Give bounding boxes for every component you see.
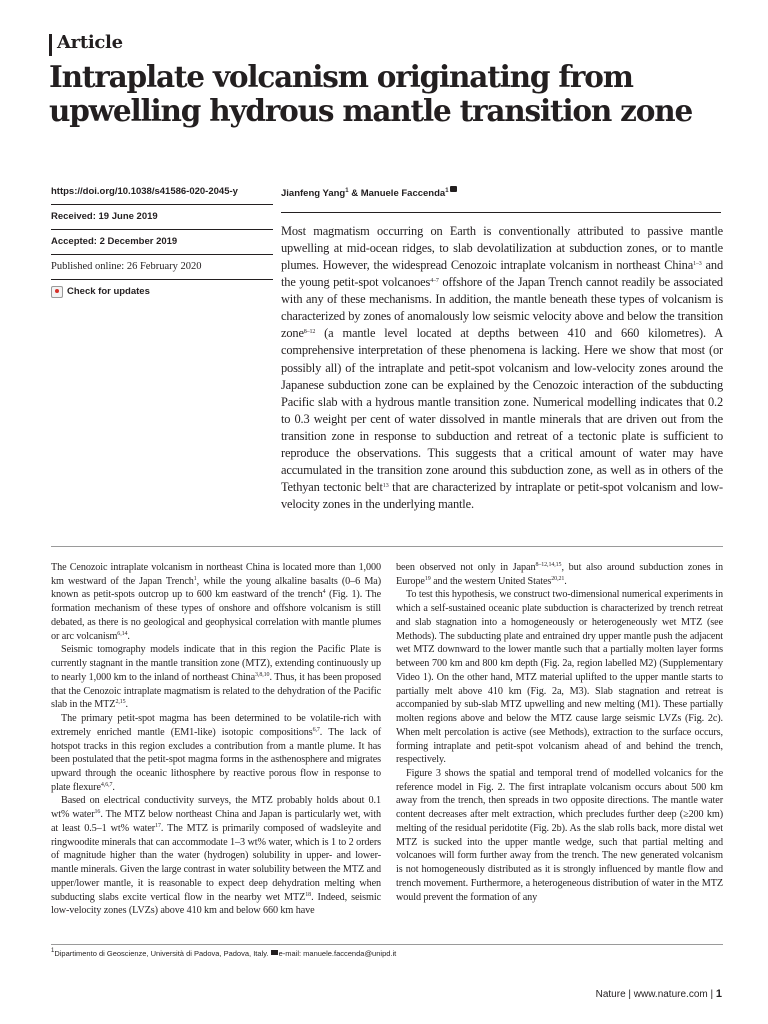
citation[interactable]: 2,15 bbox=[115, 699, 126, 706]
doi-link[interactable]: https://doi.org/10.1038/s41586-020-2045-y bbox=[51, 186, 273, 205]
citation[interactable]: 4 bbox=[322, 589, 326, 596]
article-label-bar bbox=[49, 34, 52, 56]
citation[interactable]: 4,6,7 bbox=[100, 781, 113, 788]
email-icon bbox=[450, 186, 457, 192]
citation[interactable]: 6,7 bbox=[312, 726, 320, 733]
affiliation-footnote bbox=[51, 949, 396, 959]
citation[interactable]: 3,8,10 bbox=[255, 671, 270, 678]
check-updates-button[interactable] bbox=[51, 286, 273, 304]
citation[interactable]: 8–12 bbox=[303, 329, 316, 336]
email-link[interactable]: e-mail: manuele.faccenda@unipd.it bbox=[278, 949, 397, 958]
abstract-divider bbox=[51, 546, 723, 547]
citation[interactable]: 16 bbox=[94, 809, 101, 816]
author-list bbox=[281, 186, 457, 200]
mail-icon bbox=[271, 950, 278, 955]
citation[interactable]: 13 bbox=[382, 482, 389, 489]
body-paragraph: Seismic tomography models indicate that in this region the Pacific Plate is currently stagnant in the mantle transition zone (MTZ), extending continuously up to nearly 1,000 km to the inland of northeast China$^{3,8,10}$. Thus, it has been proposed that the Cenozoic intraplate magmatism is related to the dehydration of the Pacific slab in the MTZ$^{2,15}$. bbox=[51, 644, 381, 711]
body-paragraph: The Cenozoic intraplate volcanism in northeast China is located more than 1,000 km westward of the Japan Trench$^1$, while the young alkaline basalts (0–6 Ma) known as petit-spots outcrop up to 600 km eastward of the trench$^4$ (Fig. 1). The formation mechanism of these types of onshore and offshore volcanism is still debated, as there is no geological and geophysical correlation with mantle plumes or arc volcanism$^{6,14}$. bbox=[51, 562, 381, 642]
section-label: Article bbox=[57, 32, 123, 53]
citation[interactable]: 6,14 bbox=[117, 630, 128, 637]
crossmark-icon bbox=[51, 286, 63, 298]
journal-site-link[interactable]: www.nature.com bbox=[633, 989, 708, 1000]
body-paragraph: To test this hypothesis, we construct two-dimensional numerical experiments in which a self-sustained oceanic plate subduction is characterized by trench retreat and slab stagnation into a homogeneously or heterogeneously wet MTZ (see Methods). The subducting plate and entrained dry upper mantle push the adjacent wet MTZ downward to the lower mantle such that a partially molten layer forms between 700 km and 800 km depth (Fig. 2a, region labelled M2) (Supplementary Video 1). On the other hand, MTZ material uplifted to the upper mantle starts to partially melt above 410 km (Fig. 2a, M3). Slab stagnation and retreat is accompanied by sub-slab MTZ upwelling and new melting (M1). These partially molten regions above and below the MTZ cause large seismic LVZs (Fig. 2c). When melt percolation is active (see Methods), extraction to the surface occurs, forming intraplate and petit-spot volcanism ahead of and behind the trench, respectively. bbox=[396, 589, 723, 766]
citation[interactable]: 8–12,14,15 bbox=[535, 562, 562, 568]
body-paragraph: been observed not only in Japan$^{8-12,14,15}$, but also around subduction zones in Europe$^{19}$ and the western United States$^{20,21}$. bbox=[396, 562, 724, 587]
article-meta bbox=[51, 186, 273, 310]
author-2-affiliation: 1 bbox=[445, 188, 449, 194]
journal-name: Nature bbox=[595, 989, 626, 1000]
footnote-marker: 1 bbox=[51, 948, 55, 954]
citation[interactable]: 17 bbox=[155, 822, 161, 829]
author-1-affiliation: 1 bbox=[345, 188, 349, 194]
citation[interactable]: 1 bbox=[193, 575, 197, 582]
author-1[interactable]: Jianfeng Yang bbox=[281, 188, 346, 199]
page-number: 1 bbox=[715, 988, 722, 1000]
citation[interactable]: 20,21 bbox=[551, 575, 565, 582]
body-paragraph: Based on electrical conductivity surveys, the MTZ probably holds about 0.1 wt% water$^{16}$. The MTZ below northeast China and Japan is particularly wet, with at least 0.5–1 wt% water$^{17}$. The MTZ is primarily composed of wadsleyite and ringwoodite minerals that can accommodate 1–3 wt% water, which is 1 to 2 orders of magnitude higher than the water (hydrogen) solubility in upper- and lower-mantle minerals. Given the large contrast in water solubility between the MTZ and upper/lower mantle, it is reasonable to expect deep dehydration melting when subducting slabs excite vertical flow in the nearby wet MTZ$^{18}$. Indeed, seismic low-velocity zones (LVZs) above 410 km and below 660 km have bbox=[51, 795, 382, 917]
header-divider bbox=[281, 212, 721, 213]
check-updates-label: Check for updates bbox=[67, 286, 150, 297]
body-paragraph: The primary petit-spot magma has been determined to be volatile-rich with extremely enriched mantle (EM1-like) isotopic compositions$^{6,7}$. The lack of hotspot tracks in this region excludes a contribution from a mantle plume. It has been postulated that the petit-spot magma forms in the asthenosphere and migrates upward through the oceanic lithosphere by reactive porous flow in response to plate flexure$^{4,6,7}$. bbox=[51, 713, 381, 793]
affiliation-text: Dipartimento di Geoscienze, Università di Padova, Padova, Italy. bbox=[54, 949, 271, 958]
citation[interactable]: 4–7 bbox=[430, 278, 439, 285]
author-2[interactable]: & Manuele Faccenda bbox=[348, 188, 446, 199]
body-column-right bbox=[396, 561, 723, 904]
citation[interactable]: 1–3 bbox=[693, 261, 702, 268]
accepted-date: Accepted: 2 December 2019 bbox=[51, 236, 273, 255]
body-paragraph: Figure 3 shows the spatial and temporal trend of modelled volcanics for the reference model in Fig. 2. The first intraplate volcanism occurs about 500 km away from the trench, then spreads in two opposite directions. The mantle water content decreases after melt extraction, which precludes further deep (≥200 km) melting of the residual peridotite (Fig. 2b). As the slab rolls back, more distal wet MTZ is sucked into the upper mantle wedge, such that partial melting and volcanoes will form further away from the trench. The new generated volcanism is not homogeneously distributed as it is strongly influenced by mantle flow and trench movement. Furthermore, a heterogeneous distribution of water in the MTZ would prevent the formation of any bbox=[396, 768, 723, 903]
citation[interactable]: 19 bbox=[424, 575, 431, 582]
received-date: Received: 19 June 2019 bbox=[51, 211, 273, 230]
published-date: Published online: 26 February 2020 bbox=[51, 261, 273, 280]
citation[interactable]: 18 bbox=[305, 891, 312, 898]
footnote-divider bbox=[51, 944, 723, 945]
page-footer: Nature | www.nature.com | 1 bbox=[595, 988, 722, 1000]
page-title: Intraplate volcanism originating from upwelling hydrous mantle transition zone bbox=[49, 59, 693, 128]
body-column-left bbox=[51, 561, 381, 918]
abstract: Most magmatism occurring on Earth is conventionally attributed to passive mantle upwelling at mid-ocean ridges, to slab devolatilization at subduction zones, or to mantle plumes. However, the widespread Cenozoic intraplate volcanism in northeast China$^{1-3}$ and the young petit-spot volcanoes$^{4-7}$ offshore of the Japan Trench cannot readily be associated with any of these mechanisms. In addition, the mantle beneath these types of volcanism is characterized by zones of anomalously low seismic velocity above and below the transition zone$^{8-12}$ (a mantle level located at depths between 410 and 660 kilometres). A comprehensive interpretation of these phenomena is lacking. Here we show that most (or possibly all) of the intraplate and petit-spot volcanism and low-velocity zones around the Japanese subduction zone can be explained by the Cenozoic interaction of the subducting Pacific slab with a hydrous mantle transition zone. Numerical modelling indicates that 0.2 to 0.3 weight per cent of water dissolved in mantle minerals that are driven out from the transition zone in response to subduction and retreat of a tectonic plate is sufficient to reproduce the observations. This suggests that a critical amount of water may have accumulated in the transition zone around this subduction zone, as well as in others of the Tethyan tectonic belt$^{13}$ that are characterized by intraplate or petit-spot volcanism and low-velocity zones in the underlying mantle. bbox=[281, 224, 723, 511]
